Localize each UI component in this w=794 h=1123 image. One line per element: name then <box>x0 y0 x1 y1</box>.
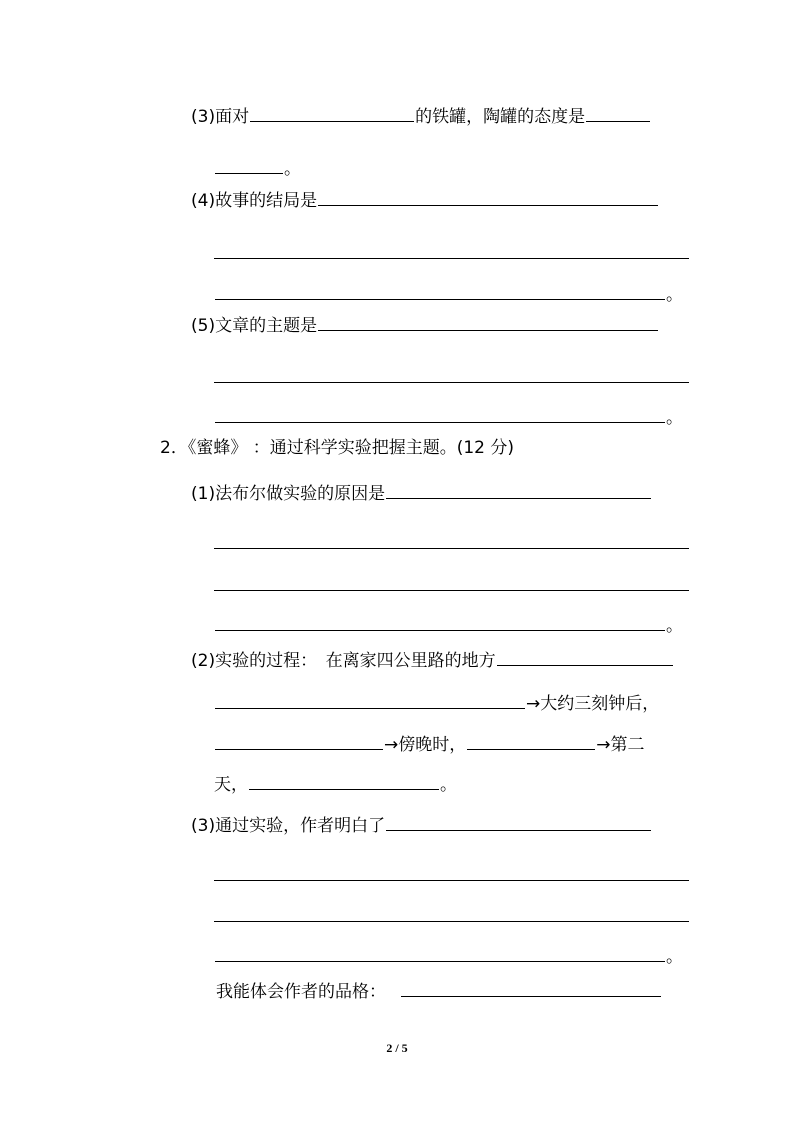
q1-3-text-b: 的铁罐，陶罐的态度是 <box>415 107 586 127</box>
answer-line[interactable] <box>214 921 689 922</box>
answer-blank[interactable] <box>497 649 673 666</box>
answer-blank[interactable] <box>215 733 383 750</box>
answer-blank[interactable] <box>318 189 658 206</box>
q2-2-text-a: 实验的过程： 在离家四公里路的地方 <box>215 651 496 671</box>
q2-1-text: 法布尔做实验的原因是 <box>215 484 386 504</box>
q1-3-text-a: 面对 <box>215 107 250 127</box>
answer-blank[interactable] <box>215 283 665 300</box>
q2-1-last-line <box>214 614 683 637</box>
q1-4-text: 故事的结局是 <box>215 191 318 211</box>
q1-5-text: 文章的主题是 <box>215 316 318 336</box>
answer-blank[interactable] <box>467 733 595 750</box>
answer-line[interactable] <box>214 548 689 549</box>
answer-line[interactable] <box>214 880 689 881</box>
period: 。 <box>666 947 683 967</box>
q2-2-line3 <box>214 733 645 755</box>
page-number: 2 / 5 <box>386 1041 408 1055</box>
q1-3-num: (3) <box>191 107 216 127</box>
answer-blank[interactable] <box>215 157 283 174</box>
answer-blank[interactable] <box>249 773 439 790</box>
q2-2-num: (2) <box>191 651 216 671</box>
q1-4-num: (4) <box>191 191 216 211</box>
q2-quality-text: 我能体会作者的品格： <box>216 982 386 1002</box>
q2-3-last-line <box>214 945 683 968</box>
q1-5-num: (5) <box>191 316 216 336</box>
answer-blank[interactable] <box>215 692 525 709</box>
answer-line[interactable] <box>214 590 689 591</box>
q1-4-line1 <box>191 189 659 211</box>
q2-3-line1 <box>191 814 652 836</box>
answer-blank[interactable] <box>386 814 651 831</box>
period: 。 <box>440 775 457 795</box>
q2-1-num: (1) <box>191 484 216 504</box>
q2-2-text-c: →傍晚时， <box>384 735 467 755</box>
q1-5-last-line <box>214 406 683 429</box>
q2-2-text-d: →第二 <box>596 735 645 755</box>
q1-5-line1 <box>191 314 659 336</box>
answer-line[interactable] <box>214 258 689 259</box>
q2-3-num: (3) <box>191 816 216 836</box>
answer-blank[interactable] <box>586 105 650 122</box>
q2-heading: 2．《蜜蜂》 ：通过科学实验把握主题。(12 分) <box>160 438 515 458</box>
q2-2-text-e: 天， <box>214 775 248 795</box>
q2-2-line2 <box>214 692 659 714</box>
answer-blank[interactable] <box>386 482 651 499</box>
answer-blank[interactable] <box>401 980 661 997</box>
answer-blank[interactable] <box>215 406 665 423</box>
answer-blank[interactable] <box>215 614 665 631</box>
q2-1-line1 <box>191 482 652 504</box>
period: 。 <box>666 408 683 428</box>
answer-line[interactable] <box>214 382 689 383</box>
q2-2-line1 <box>191 649 674 671</box>
answer-blank[interactable] <box>250 105 414 122</box>
period: 。 <box>284 159 301 179</box>
q2-quality-line <box>216 980 662 1002</box>
period: 。 <box>666 285 683 305</box>
answer-blank[interactable] <box>318 314 658 331</box>
q1-3-line2 <box>214 157 301 179</box>
answer-blank[interactable] <box>215 945 665 962</box>
period: 。 <box>666 616 683 636</box>
q2-2-text-b: →大约三刻钟后， <box>526 694 660 714</box>
q2-2-line4 <box>214 773 457 795</box>
q2-3-text: 通过实验，作者明白了 <box>215 816 386 836</box>
q1-3-line1 <box>191 105 651 127</box>
q1-4-last-line <box>214 283 683 306</box>
